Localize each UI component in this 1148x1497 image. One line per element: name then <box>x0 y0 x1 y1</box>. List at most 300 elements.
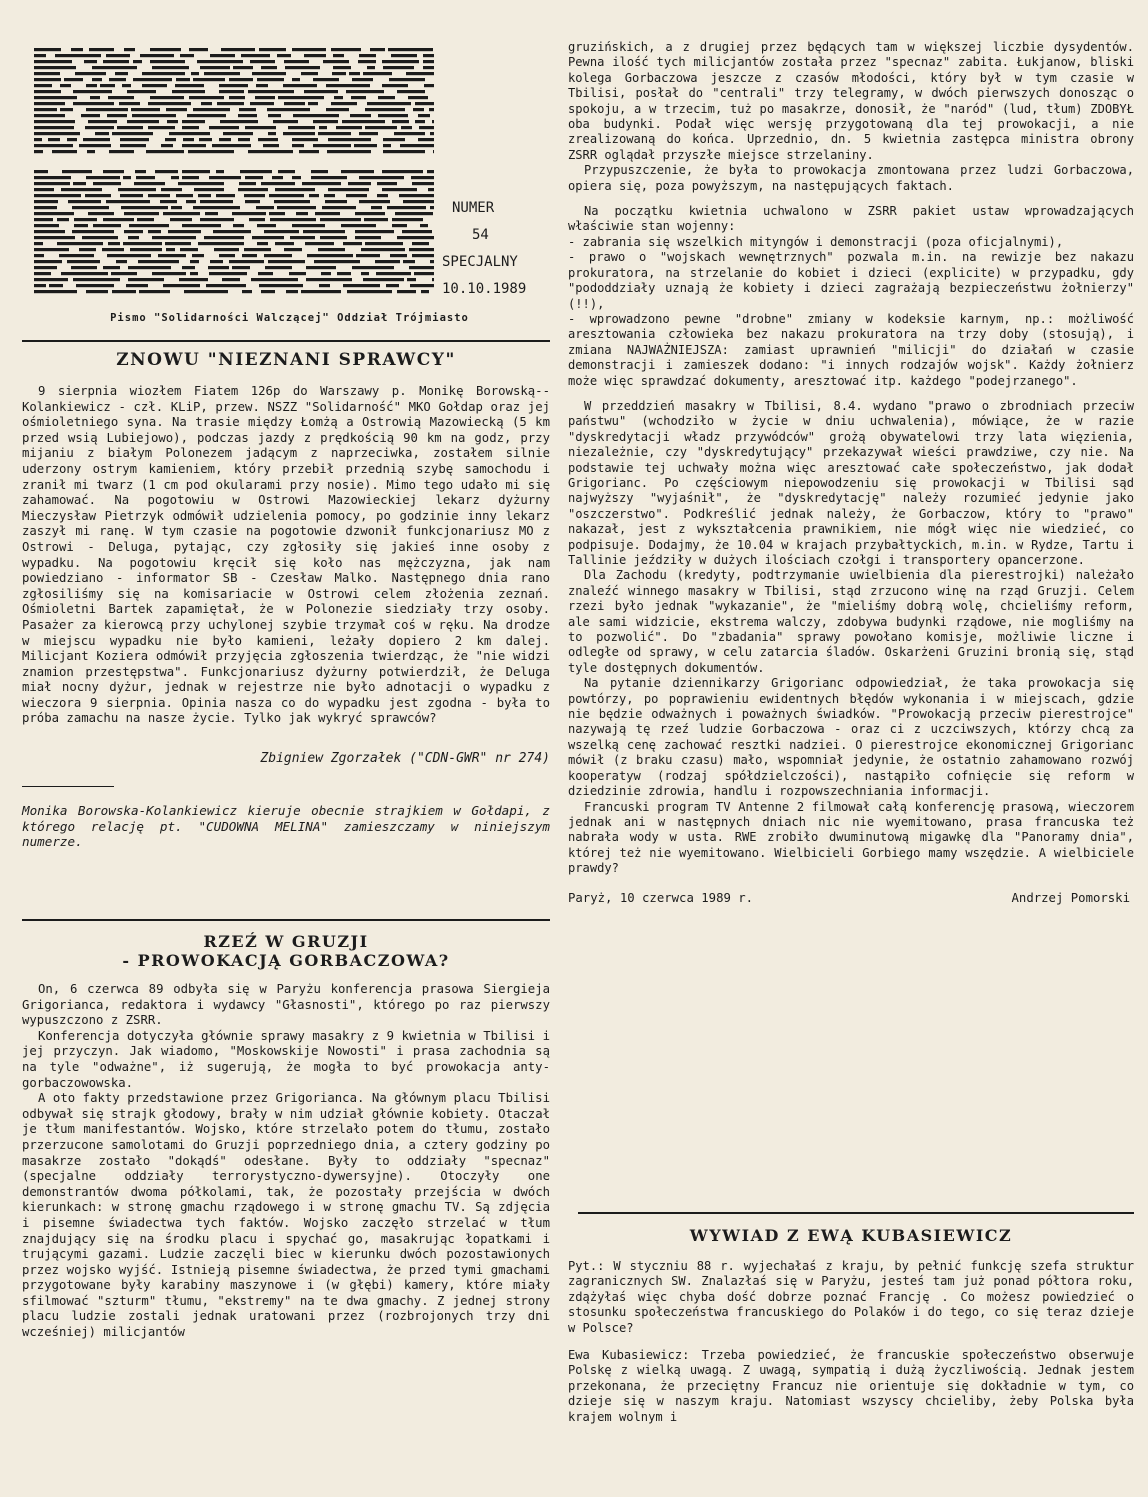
logo-stroke <box>388 48 433 51</box>
logo-stroke <box>432 120 434 123</box>
logo-stroke <box>363 72 392 75</box>
article3-headline: WYWIAD Z EWĄ KUBASIEWICZ <box>689 1226 1013 1245</box>
logo-stroke <box>152 236 196 239</box>
logo-stroke <box>201 102 212 105</box>
logo-stroke <box>120 138 149 141</box>
logo-stroke <box>112 290 136 293</box>
logo-stroke <box>142 72 185 75</box>
logo-stroke <box>249 218 265 221</box>
logo-stroke <box>115 72 128 75</box>
logo-stroke <box>219 84 248 87</box>
logo-stroke <box>180 248 198 251</box>
logo-stroke <box>433 150 434 153</box>
logo-stroke <box>208 266 229 269</box>
logo-stroke <box>323 60 349 63</box>
logo-stroke <box>415 102 434 105</box>
logo-stroke <box>342 120 385 123</box>
logo-stroke <box>233 66 253 69</box>
logo-stroke <box>354 144 377 147</box>
logo-stroke <box>319 284 330 287</box>
logo-stroke <box>34 60 72 63</box>
logo-stroke <box>428 188 434 191</box>
logo-stroke <box>71 48 83 51</box>
logo-stroke <box>219 254 235 257</box>
logo-stroke <box>188 150 234 153</box>
logo-stroke <box>74 224 88 227</box>
logo-stroke <box>361 248 405 251</box>
logo-stroke <box>273 120 298 123</box>
logo-stroke <box>106 200 150 203</box>
logo-stroke <box>259 48 286 51</box>
logo-stroke <box>198 194 211 197</box>
logo-stroke <box>93 182 121 185</box>
logo-stroke <box>130 248 162 251</box>
logo-stroke <box>160 200 177 203</box>
logo-stroke <box>182 120 205 123</box>
logo-stroke <box>331 48 361 51</box>
logo-stroke <box>378 114 408 117</box>
logo-stroke <box>377 194 388 197</box>
logo-stroke <box>361 272 369 275</box>
logo-stroke <box>135 170 146 173</box>
logo-stroke <box>169 132 210 135</box>
logo-stroke <box>232 212 266 215</box>
logo-stroke <box>413 108 424 111</box>
logo-stroke <box>397 90 425 93</box>
logo-stroke <box>102 248 124 251</box>
logo-stroke <box>382 60 419 63</box>
logo-stroke <box>212 144 251 147</box>
logo-stroke <box>95 132 109 135</box>
logo-stroke <box>109 78 126 81</box>
logo-stroke <box>285 66 320 69</box>
logo-stroke <box>182 176 199 179</box>
logo-stroke <box>275 188 315 191</box>
logo-stroke <box>391 54 417 57</box>
logo-stroke <box>240 170 272 173</box>
logo-stroke <box>124 48 135 51</box>
logo-stroke <box>222 278 240 281</box>
logo-stroke <box>284 60 309 63</box>
logo-stroke <box>333 54 344 57</box>
logo-stroke <box>367 66 375 69</box>
article-wywiad <box>568 1220 1134 1425</box>
logo-stroke <box>248 90 294 93</box>
logo-stroke <box>200 200 233 203</box>
logo-stroke <box>190 272 198 275</box>
logo-stroke <box>432 278 434 281</box>
logo-stroke <box>85 126 114 129</box>
logo-stroke <box>277 54 291 57</box>
logo-stroke <box>265 266 292 269</box>
logo-stroke <box>355 230 394 233</box>
logo-stroke <box>81 114 100 117</box>
logo-stroke <box>166 248 175 251</box>
logo-stroke <box>292 176 301 179</box>
logo-stroke <box>182 170 210 173</box>
logo-stroke <box>309 194 319 197</box>
logo-stroke <box>34 72 60 75</box>
logo-stroke <box>327 150 371 153</box>
logo-stroke <box>67 138 77 141</box>
article2-paragraph: gruzińskich, a z drugiej przez będących tam w większej liczbie dysydentów. Pewna ilość tych milicjantów została przez "specnaz" zabita. Łukjanow, bliski kolega Gorbaczowa jeszcze z czasów młodości, który był w tym czasie w Tbilisi, posłał do "centrali" trzy telegramy, w dwóch pierwszych donosząc o spokoju, a w trzecim, tuż po masakrze, donosił, że "naród" (lud, tłum) ZDOBYŁ oba budynki. Podał więc wersję przygotowaną dla tej prowokacji, a nie zrealizowaną do końca. Uprzednio, dn. 5 kwietnia zastępca ministra obrony ZSRR oglądał przyszłe miejsce strzelaniny. <box>568 40 1134 162</box>
logo-stroke <box>308 102 318 105</box>
logo-stroke <box>302 182 341 185</box>
logo-stroke <box>193 108 230 111</box>
logo-stroke <box>412 254 434 257</box>
logo-stroke <box>86 176 120 179</box>
logo-stroke <box>250 60 275 63</box>
logo-stroke <box>296 212 308 215</box>
article2-footer <box>568 891 1134 905</box>
logo-stroke <box>193 206 240 209</box>
logo-stroke <box>333 66 351 69</box>
issue-label: NUMER <box>452 200 495 216</box>
logo-stroke <box>217 102 244 105</box>
logo-stroke <box>400 144 434 147</box>
logo-stroke <box>414 272 434 275</box>
logo-stroke <box>275 242 294 245</box>
logo-stroke <box>123 176 131 179</box>
article-divider <box>578 1212 1134 1214</box>
logo-stroke <box>311 176 347 179</box>
logo-stroke <box>86 108 128 111</box>
logo-stroke <box>274 200 310 203</box>
logo-stroke <box>387 206 426 209</box>
logo-stroke <box>314 260 360 263</box>
logo-stroke <box>290 236 315 239</box>
logo-stroke <box>86 84 97 87</box>
logo-stroke <box>352 78 373 81</box>
logo-stroke <box>123 242 162 245</box>
logo-stroke <box>430 132 434 135</box>
logo-stroke <box>165 242 191 245</box>
logo-stroke <box>326 108 349 111</box>
logo-stroke <box>148 126 175 129</box>
logo-stroke <box>299 150 319 153</box>
logo-stroke <box>108 96 134 99</box>
logo-stroke <box>210 54 235 57</box>
logo-stroke <box>421 290 429 293</box>
article2-paragraph: Przypuszczenie, że była to prowokacja zmontowana przez ludzi Gorbaczowa, opiera się, poza powyższym, na następujących faktach. <box>568 163 1134 193</box>
logo-stroke <box>383 138 405 141</box>
logo-stroke <box>93 224 121 227</box>
logo-stroke <box>120 194 143 197</box>
logo-stroke <box>34 120 75 123</box>
logo-stroke <box>121 206 168 209</box>
logo-stroke <box>83 138 110 141</box>
logo-stroke <box>132 114 176 117</box>
logo-stroke <box>348 182 371 185</box>
logo-stroke <box>34 78 61 81</box>
article-divider <box>22 919 550 921</box>
logo-stroke <box>284 248 302 251</box>
logo-stroke <box>250 102 274 105</box>
logo-stroke <box>34 176 71 179</box>
logo-stroke <box>148 102 191 105</box>
logo-stroke <box>183 138 194 141</box>
logo-stroke <box>214 248 239 251</box>
logo-stroke <box>328 138 371 141</box>
logo-stroke <box>420 224 428 227</box>
logo-stroke <box>334 96 343 99</box>
article2-paragraph: A oto fakty przedstawione przez Grigorianca. Na głównym placu Tbilisi odbywał się strajk głodowy, brały w nim udział głównie kobiety. Otaczał je tłum manifestantów. Wojsko, które strzelało potem do tłumu, zostało przerzucone samolotami do Gruzji poprzedniego dnia, a cztery godziny po masakrze zostało "dokądś" odesłane. Były to oddziały "specnaz" (specjalne oddziały terrorystyczno-dywersyjne). Otoczyły one demonstrantów dwoma półkolami, tak, że pozostały przejścia w dwóch kierunkach: w stronę gmachu rządowego i w stronę gmachu TV. Są zdjęcia i pisemne świadectwa tych faktów. Wojsko zaczęło strzelać w tłum znajdujący się na środku placu i spychać go, masakrując łopatkami i trującymi gazami. Ludzie zaczęli biec w kierunku dwóch pozostawionych przez wojsko wyjść. Istnieją pisemne świadectwa, że przed tymi gmachami przygotowane były karabiny maszynowe i (w głębi) kamery, które miały sfilmować "szturm" tłumu, "ekstremy" na te dwa gmachy. Z jednej strony placu ludzie zostali jednak uratowani przez (rozbrojonych trzy dni wcześniej) milicjantów <box>22 1091 550 1340</box>
logo-stroke <box>238 114 257 117</box>
logo-stroke <box>389 78 425 81</box>
logo-stroke <box>261 66 277 69</box>
logo-stroke <box>351 96 366 99</box>
logo-stroke <box>324 194 335 197</box>
logo-stroke <box>332 72 346 75</box>
logo-stroke <box>34 206 57 209</box>
logo-stroke <box>363 278 404 281</box>
logo-stroke <box>359 200 390 203</box>
logo-stroke <box>408 96 428 99</box>
logo-stroke <box>133 78 172 81</box>
logo-stroke <box>204 72 240 75</box>
logo-stroke <box>49 284 63 287</box>
logo-stroke <box>255 96 275 99</box>
logo-stroke <box>427 170 434 173</box>
logo-stroke <box>34 272 51 275</box>
logo-stroke <box>371 206 382 209</box>
logo-stroke <box>68 200 101 203</box>
logo-stroke <box>85 194 111 197</box>
logo-stroke <box>292 138 318 141</box>
logo-stroke <box>175 84 204 87</box>
logo-stroke <box>377 182 397 185</box>
logo-stroke <box>167 120 178 123</box>
logo-stroke <box>412 182 434 185</box>
logo-stroke <box>34 260 62 263</box>
logo-stroke <box>321 272 331 275</box>
logo-stroke <box>270 218 316 221</box>
logo-stroke <box>232 266 250 269</box>
logo-stroke <box>168 230 201 233</box>
logo-stroke <box>269 194 304 197</box>
logo-stroke <box>191 72 199 75</box>
logo-stroke <box>213 230 251 233</box>
logo-stroke <box>34 144 73 147</box>
logo-stroke <box>71 266 97 269</box>
logo-stroke <box>242 290 252 293</box>
logo-stroke <box>278 96 324 99</box>
article1-signature: Zbigniew Zgorzałek ("CDN-GWR" nr 274) <box>260 751 550 767</box>
logo-stroke <box>131 108 160 111</box>
logo-stroke <box>34 170 48 173</box>
logo-stroke <box>383 150 425 153</box>
issue-info <box>442 195 552 303</box>
logo-stroke <box>392 218 423 221</box>
logo-stroke <box>180 54 194 57</box>
logo-stroke <box>194 188 224 191</box>
logo-stroke <box>189 48 208 51</box>
logo-stroke <box>161 144 173 147</box>
logo-stroke <box>82 236 118 239</box>
logo-stroke <box>124 212 159 215</box>
logo-stroke <box>34 102 65 105</box>
logo-stroke <box>34 114 65 117</box>
logo-stroke <box>52 150 77 153</box>
masthead-subtitle: Pismo "Solidarności Walczącej" Oddział Trójmiasto <box>110 312 469 324</box>
logo-stroke <box>261 290 275 293</box>
logo-stroke <box>184 290 228 293</box>
article-rzez-right <box>568 40 1134 905</box>
logo-stroke <box>409 248 434 251</box>
logo-stroke <box>383 66 414 69</box>
logo-stroke <box>138 260 179 263</box>
logo-stroke <box>34 90 61 93</box>
logo-stroke <box>84 60 97 63</box>
logo-stroke <box>34 182 70 185</box>
logo-stroke <box>238 138 250 141</box>
logo-stroke <box>140 54 174 57</box>
logo-stroke <box>72 206 109 209</box>
logo-stroke <box>190 260 199 263</box>
masthead-rule <box>22 340 550 342</box>
logo-stroke <box>313 144 351 147</box>
article2-paragraph: Na początku kwietnia uchwalono w ZSRR pakiet ustaw wprowadzających właściwie stan wojenny: - zabrania się wszelkich mityngów i demonstracji (poza oficjalnymi), - prawo o "wojskach wewnętrznych" pozwala m.in. na rewizje bez nakazu prokuratora, na strzelanie do kobiet i dzieci (explicite) w przypadku, gdy "pododdziały uznają że kobiety i dzieci zagrażają bezpieczeństwu żołnierzy" (!!), - wprowadzono pewne "drobne" zmiany w kodeksie karnym, np.: możliwość aresztowania człowieka bez nakazu prokuratora na trzy doby (stosują), i zmiana NAJWAŻNIEJSZA: zamiast uprawnień "milicji" do działań w czasie demonstracji i zamieszek dodano: "i innych rodzajów wojsk". Każdy żołnierz może więc sprawdzać dokumenty, aresztować itp. każdego "podejrzanego". <box>568 204 1134 388</box>
logo-stroke <box>365 126 397 129</box>
logo-stroke <box>318 132 351 135</box>
logo-stroke <box>73 278 120 281</box>
logo-stroke <box>349 72 360 75</box>
logo-stroke <box>139 290 170 293</box>
logo-stroke <box>57 218 69 221</box>
logo-stroke <box>383 144 391 147</box>
logo-stroke <box>107 254 151 257</box>
logo-stroke <box>423 66 434 69</box>
logo-stroke <box>34 132 80 135</box>
logo-stroke <box>412 242 429 245</box>
logo-stroke <box>364 218 388 221</box>
logo-stroke <box>244 248 271 251</box>
logo-stroke <box>244 194 265 197</box>
logo-stroke <box>264 230 299 233</box>
logo-stroke <box>103 170 124 173</box>
logo-stroke <box>172 90 205 93</box>
logo-stroke <box>320 236 347 239</box>
logo-stroke <box>166 108 187 111</box>
masthead <box>22 40 552 350</box>
logo-stroke <box>92 78 102 81</box>
logo-stroke <box>136 176 155 179</box>
logo-stroke <box>223 132 253 135</box>
logo-stroke <box>430 260 434 263</box>
article3-body <box>568 1259 1134 1425</box>
logo-stroke <box>34 254 44 257</box>
logo-stroke <box>307 254 353 257</box>
logo-stroke <box>359 176 404 179</box>
logo-stroke <box>34 284 46 287</box>
logo-stroke <box>34 200 58 203</box>
logo-stroke <box>90 96 100 99</box>
logo-stroke <box>197 60 243 63</box>
logo-stroke <box>272 176 283 179</box>
logo-stroke <box>88 120 117 123</box>
logo-stroke <box>118 188 156 191</box>
logo-stroke <box>411 176 434 179</box>
logo-stroke <box>259 284 303 287</box>
logo-stroke <box>331 102 357 105</box>
logo-stroke <box>403 200 434 203</box>
logo-stroke <box>103 266 120 269</box>
logo-stroke <box>133 60 142 63</box>
logo-stroke <box>229 260 264 263</box>
article2-paragraph: Na pytanie dziennikarzy Grigorianc odpowiedział, że taka prowokacja się powtórzy, po poprawieniu ewidentnych błędów wykonania i w miejscach, gdzie nie będzie odważnych i poważnych świadków. "Prowokacją przeciw pierestrojce" nazywają tę rzeź ludzie Gorbaczowa - oraz ci z uczciwszych, którzy chcą za wszelką cenę zachować resztki nadziei. O pierestrojce ekonomicznej Grigorianc mówił (z braku czasu) mało, wspomniał jedynie, że ostatnio zahamowano rozwój kooperatyw (rodzaj spółdzielczości), nastąpiło cofnięcie się reform w dziedzinie zdrowia, handlu i rozpowszechniania informacji. <box>568 676 1134 799</box>
logo-stroke <box>103 60 129 63</box>
logo-stroke <box>283 132 315 135</box>
logo-stroke <box>430 206 434 209</box>
logo-stroke <box>182 224 221 227</box>
logo-stroke <box>305 242 334 245</box>
logo-stroke <box>34 242 43 245</box>
logo-stroke <box>301 72 318 75</box>
logo-stroke <box>179 278 208 281</box>
logo-stroke <box>119 102 140 105</box>
logo-stroke <box>386 284 399 287</box>
logo-stroke <box>395 212 433 215</box>
logo-stroke <box>346 90 384 93</box>
article2-body-right <box>568 40 1134 877</box>
logo-stroke <box>34 96 77 99</box>
logo-stroke <box>148 194 170 197</box>
logo-stroke <box>216 170 224 173</box>
logo-stroke <box>193 78 225 81</box>
logo-stroke <box>397 236 434 239</box>
logo-stroke <box>258 138 278 141</box>
logo-stroke <box>326 84 370 87</box>
logo-stroke <box>365 242 403 245</box>
logo-stroke <box>152 272 186 275</box>
article2-author: Andrzej Pomorski <box>1011 890 1130 905</box>
logo-stroke <box>365 108 405 111</box>
logo-stroke <box>34 290 77 293</box>
logo-stroke <box>245 200 260 203</box>
logo-stroke <box>34 248 69 251</box>
article3-answer: Ewa Kubasiewicz: Trzeba powiedzieć, że francuskie społeczeństwo obserwuje Polskę z wielką uwagą. Z uwagą, sympatią i dużą życzliwością. Jednak jestem przekonana, że przeciętny Francuz nie orientuje się dokładnie w tym, co dzieje się w naszym kraju. Natomiast wszyscy chcieliby, żeby Polska była krajem wolnym i <box>568 1348 1134 1424</box>
logo-stroke <box>311 170 328 173</box>
logo-stroke <box>155 170 178 173</box>
logo-stroke <box>257 224 276 227</box>
logo-stroke <box>343 284 380 287</box>
logo-stroke <box>292 78 300 81</box>
logo-stroke <box>192 254 204 257</box>
logo-stroke <box>67 260 100 263</box>
logo-stroke <box>100 84 115 87</box>
logo-stroke <box>239 182 256 185</box>
logo-stroke <box>241 54 270 57</box>
logo-stroke <box>341 224 376 227</box>
logo-stroke <box>187 114 226 117</box>
logo-stroke <box>182 144 206 147</box>
logo-stroke <box>72 230 114 233</box>
logo-stroke <box>79 144 111 147</box>
logo-stroke <box>64 78 83 81</box>
logo-stroke <box>129 224 169 227</box>
logo-stroke <box>134 182 165 185</box>
logo-stroke <box>341 170 374 173</box>
logo-stroke <box>216 194 235 197</box>
logo-stroke <box>128 266 171 269</box>
logo-stroke <box>73 182 86 185</box>
logo-stroke <box>370 48 385 51</box>
logo-stroke <box>320 218 361 221</box>
logo-stroke <box>92 66 137 69</box>
logo-stroke <box>34 54 46 57</box>
logo-stroke <box>74 218 97 221</box>
logo-stroke <box>59 254 94 257</box>
